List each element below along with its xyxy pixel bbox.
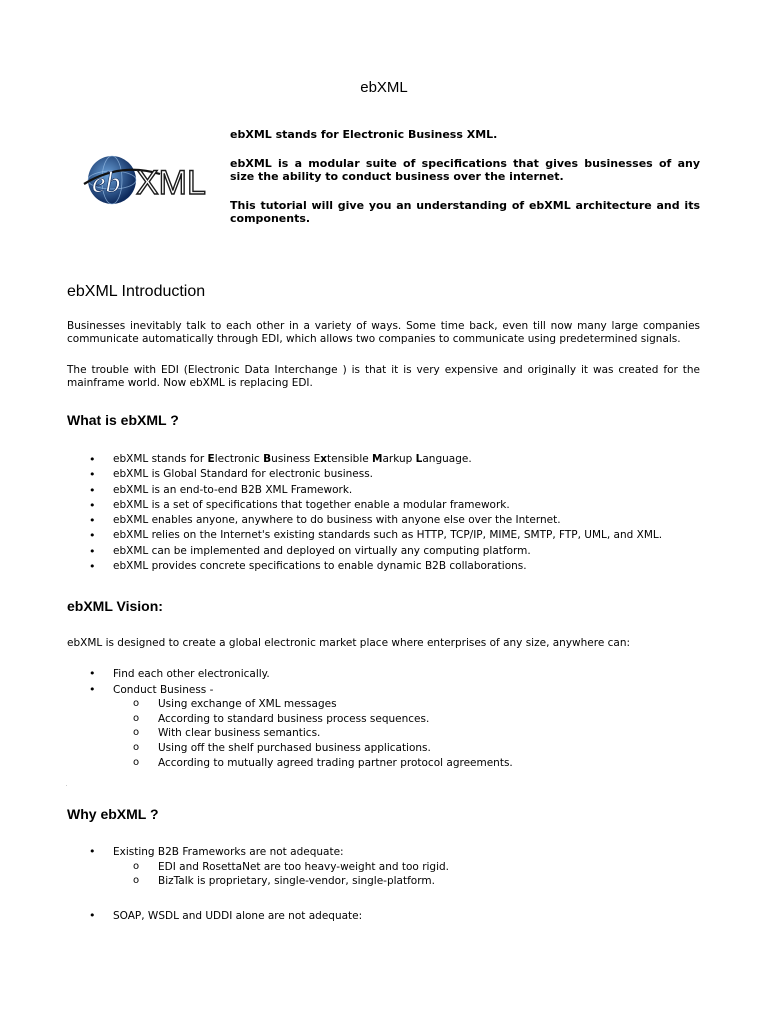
what-is-list [67,452,707,574]
vision-lead: ebXML is designed to create a global electronic market place where enterprises of any size, anywhere can: [67,637,631,649]
page-title: ebXML [360,79,408,96]
vision-heading: ebXML Vision: [67,598,163,614]
sub-list-item: o With clear business semantics. [113,726,707,741]
divider-dot [66,785,67,786]
sub-list-item: o Using exchange of XML messages [113,697,707,712]
sub-list-item: o According to standard business process sequences. [113,712,707,727]
why-sub-list [113,860,707,889]
list-item: • ebXML enables anyone, anywhere to do business with anyone else over the Internet. [67,513,707,528]
introduction-paragraph-2: The trouble with EDI (Electronic Data Interchange ) is that it is very expensive and originally it was created for the mainframe world. Now ebXML is replacing EDI. [67,364,700,389]
intro-line-3: This tutorial will give you an understanding of ebXML architecture and its components. [230,198,700,225]
list-item: • Existing B2B Frameworks are not adequate: o EDI and RosettaNet are too heavy-weight and too rigid. o BizTalk is proprietary, single-vendor, single-platform. [67,845,707,889]
introduction-paragraph-1: Businesses inevitably talk to each other in a variety of ways. Some time back, even till now many large companies communicate automatically through EDI, which allows two companies to communicate using predetermined signals. [67,320,700,345]
vision-list [67,667,707,770]
list-item: • ebXML is Global Standard for electronic business. [67,467,707,482]
list-item: • ebXML is a set of specifications that together enable a modular framework. [67,498,707,513]
intro-line-1: ebXML stands for Electronic Business XML. [230,128,498,141]
what-is-heading: What is ebXML ? [67,412,179,428]
vision-sub-list [113,697,707,770]
list-item: • SOAP, WSDL and UDDI alone are not adequate: [67,909,707,924]
why-list [67,845,707,923]
svg-text:eb: eb [92,166,121,199]
list-item: • Conduct Business - o Using exchange of XML messages o According to standard business process sequences. o With clear business semantics. o Using off the shelf purchased business applications. o According to mutually agreed trading partner protocol agreements. [67,683,707,771]
sub-list-item: o Using off the shelf purchased business applications. [113,741,707,756]
list-item: • ebXML stands for Electronic Business Extensible Markup Language. [67,452,707,467]
list-item: • ebXML relies on the Internet's existing standards such as HTTP, TCP/IP, MIME, SMTP, FTP, UML, and XML. [67,528,707,543]
sub-list-item: o BizTalk is proprietary, single-vendor, single-platform. [113,874,707,889]
svg-text:XML: XML [136,164,206,202]
list-item: • Find each other electronically. [67,667,707,682]
introduction-heading: ebXML Introduction [67,283,206,300]
ebxml-logo [80,150,220,208]
list-item: • ebXML is an end-to-end B2B XML Framework. [67,483,707,498]
list-item: • ebXML can be implemented and deployed on virtually any computing platform. [67,544,707,559]
intro-block [230,128,700,241]
sub-list-item: o According to mutually agreed trading partner protocol agreements. [113,756,707,771]
sub-list-item: o EDI and RosettaNet are too heavy-weight and too rigid. [113,860,707,875]
list-item: • ebXML provides concrete specifications to enable dynamic B2B collaborations. [67,559,707,574]
why-heading: Why ebXML ? [67,806,159,822]
intro-line-2: ebXML is a modular suite of specifications that gives businesses of any size the ability to conduct business over the internet. [230,156,700,183]
